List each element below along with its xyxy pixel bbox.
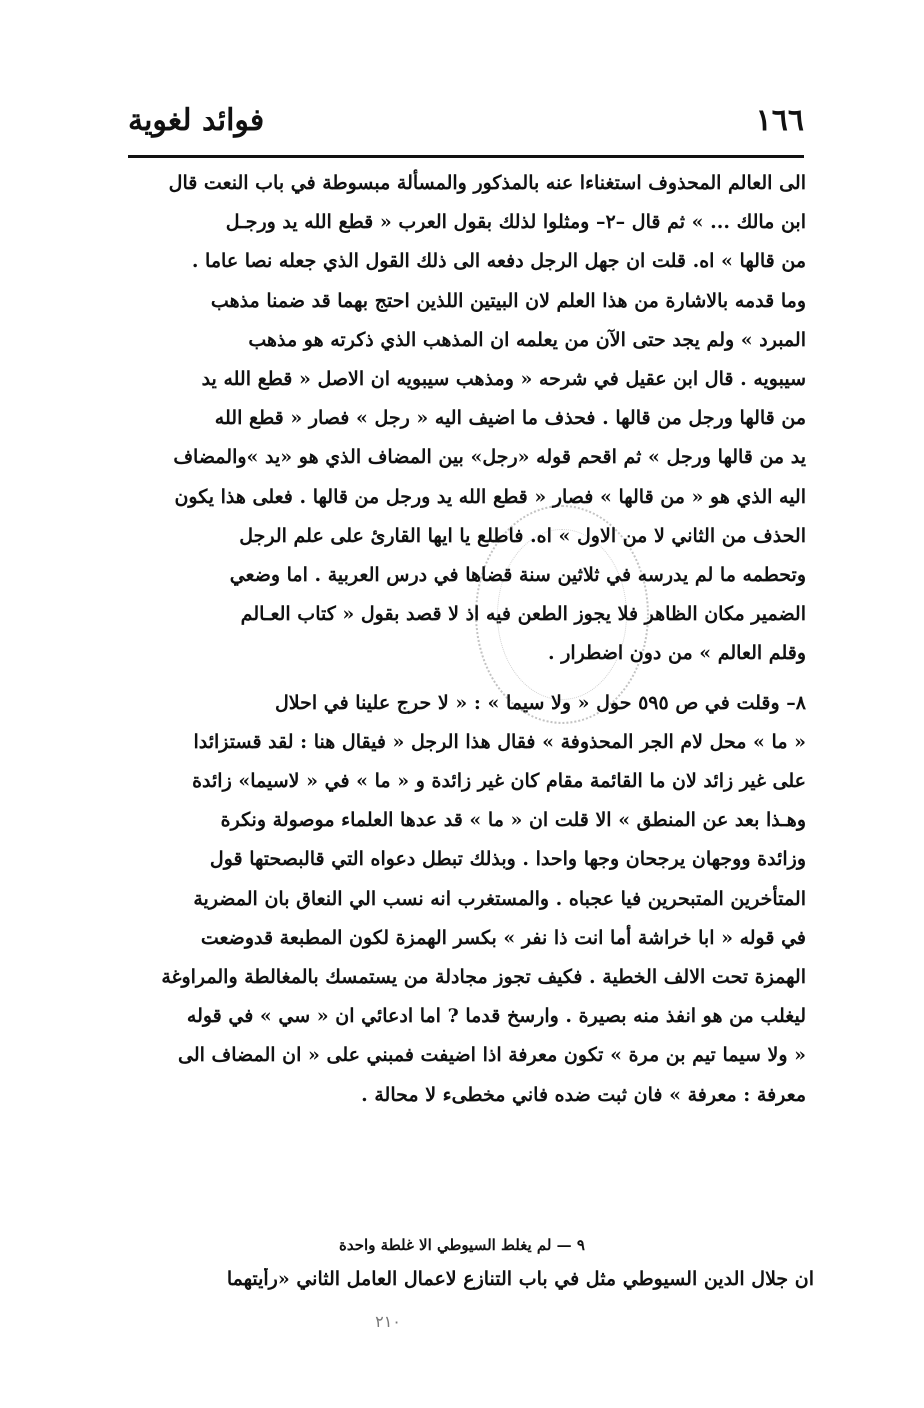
text-line: من قالها » اه. قلت ان جهل الرجل دفعه الى ذلك القول الذي جعله نصا عاما . (191, 250, 806, 273)
page-mark: ٢١٠ (375, 1312, 401, 1331)
text-line: الضمير مكان الظاهر فلا يجوز الطعن فيه اذ لا قصد بقول « كتاب العـالم (240, 603, 806, 626)
paragraph-1 (120, 164, 806, 674)
text-line: ليغلب من هو انفذ منه بصيرة . وارسخ قدما ? اما ادعائي ان « سي » في قوله (186, 1005, 806, 1028)
text-line: وما قدمه بالاشارة من هذا العلم لان البيتين اللذين احتج بهما قد ضمنا مذهب (210, 289, 806, 312)
closing-line: ان جلال الدين السيوطي مثل في باب التنازع لاعمال العامل الثاني «رأيتهما (226, 1268, 814, 1290)
text-line: اليه الذي هو « من قالها » فصار « قطع الله يد ورجل من قالها . فعلى هذا يكون (174, 485, 806, 508)
header-rule (128, 155, 804, 158)
text-line: وتحطمه ما لم يدرسه في ثلاثين سنة قضاها في درس العربية . اما وضعي (229, 564, 806, 587)
text-line: الهمزة تحت الالف الخطية . فكيف تجوز مجادلة من يستمسك بالمغالطة والمراوغة (161, 966, 806, 989)
text-line: المبرد » ولم يجد حتى الآن من يعلمه ان المذهب الذي ذكرته هو مذهب (248, 328, 806, 351)
text-line: من قالها ورجل من قالها . فحذف ما اضيف اليه « رجل » فصار « قطع الله (214, 407, 806, 430)
text-line: وهـذا بعد عن المنطق » الا قلت ان « ما » قد عدها العلماء موصولة ونكرة (220, 809, 806, 832)
body-text (120, 164, 806, 1115)
text-line: ٨– وقلت في ص ٥٩٥ حول « ولا سيما » : « لا حرج علينا في احلال (274, 691, 806, 714)
text-line: وقلم العالم » من دون اضطرار . (548, 642, 806, 665)
page-number: ١٦٦ (755, 102, 804, 138)
paragraph-2 (120, 684, 806, 1115)
text-line: في قوله « ابا خراشة أما انت ذا نفر » بكسر الهمزة لكون المطبعة قدوضعت (200, 926, 806, 949)
text-line: الى العالم المحذوف استغناءا عنه بالمذكور والمسألة مبسوطة في باب النعت قال (168, 172, 806, 194)
text-line: وزائدة ووجهان يرجحان وجها واحدا . وبذلك تبطل دعواه التي قالبصحتها قول (209, 848, 806, 871)
text-line: « ما » محل لام الجر المحذوفة » فقال هذا الرجل « فيقال هنا : لقد قستزائدا (193, 730, 806, 753)
text-line: المتأخرين المتبحرين فيا عجباه . والمستغرب انه نسب الي النعاق بان المضرية (193, 887, 806, 910)
text-line: « ولا سيما تيم بن مرة » تكون معرفة اذا اضيفت فمبني على « ان المضاف الى (178, 1044, 806, 1067)
text-line: الحذف من الثاني لا من الاول » اه. فاطلع يا ايها القارئ على علم الرجل (239, 524, 806, 547)
paragraph-gap (120, 674, 806, 684)
text-line: يد من قالها ورجل » ثم اقحم قوله «رجل» بين المضاف الذي هو «يد »والمضاف (173, 446, 806, 469)
section-heading: ٩ — لم يغلط السيوطي الا غلطة واحدة (339, 1236, 585, 1254)
text-line: على غير زائد لان ما القائمة مقام كان غير زائدة و « ما » في « لاسيما» زائدة (192, 770, 806, 793)
running-header (128, 95, 804, 145)
text-line: معرفة : معرفة » فان ثبت ضده فاني مخطىء لا محالة . (361, 1083, 806, 1106)
text-line: سيبويه . قال ابن عقيل في شرحه « ومذهب سيبويه ان الاصل « قطع الله يد (201, 368, 806, 391)
text-line: ابن مالك ... » ثم قال –٢– ومثلوا لذلك بقول العرب « قطع الله يد ورجـل (225, 211, 806, 234)
running-title: فوائد لغوية (128, 102, 265, 138)
